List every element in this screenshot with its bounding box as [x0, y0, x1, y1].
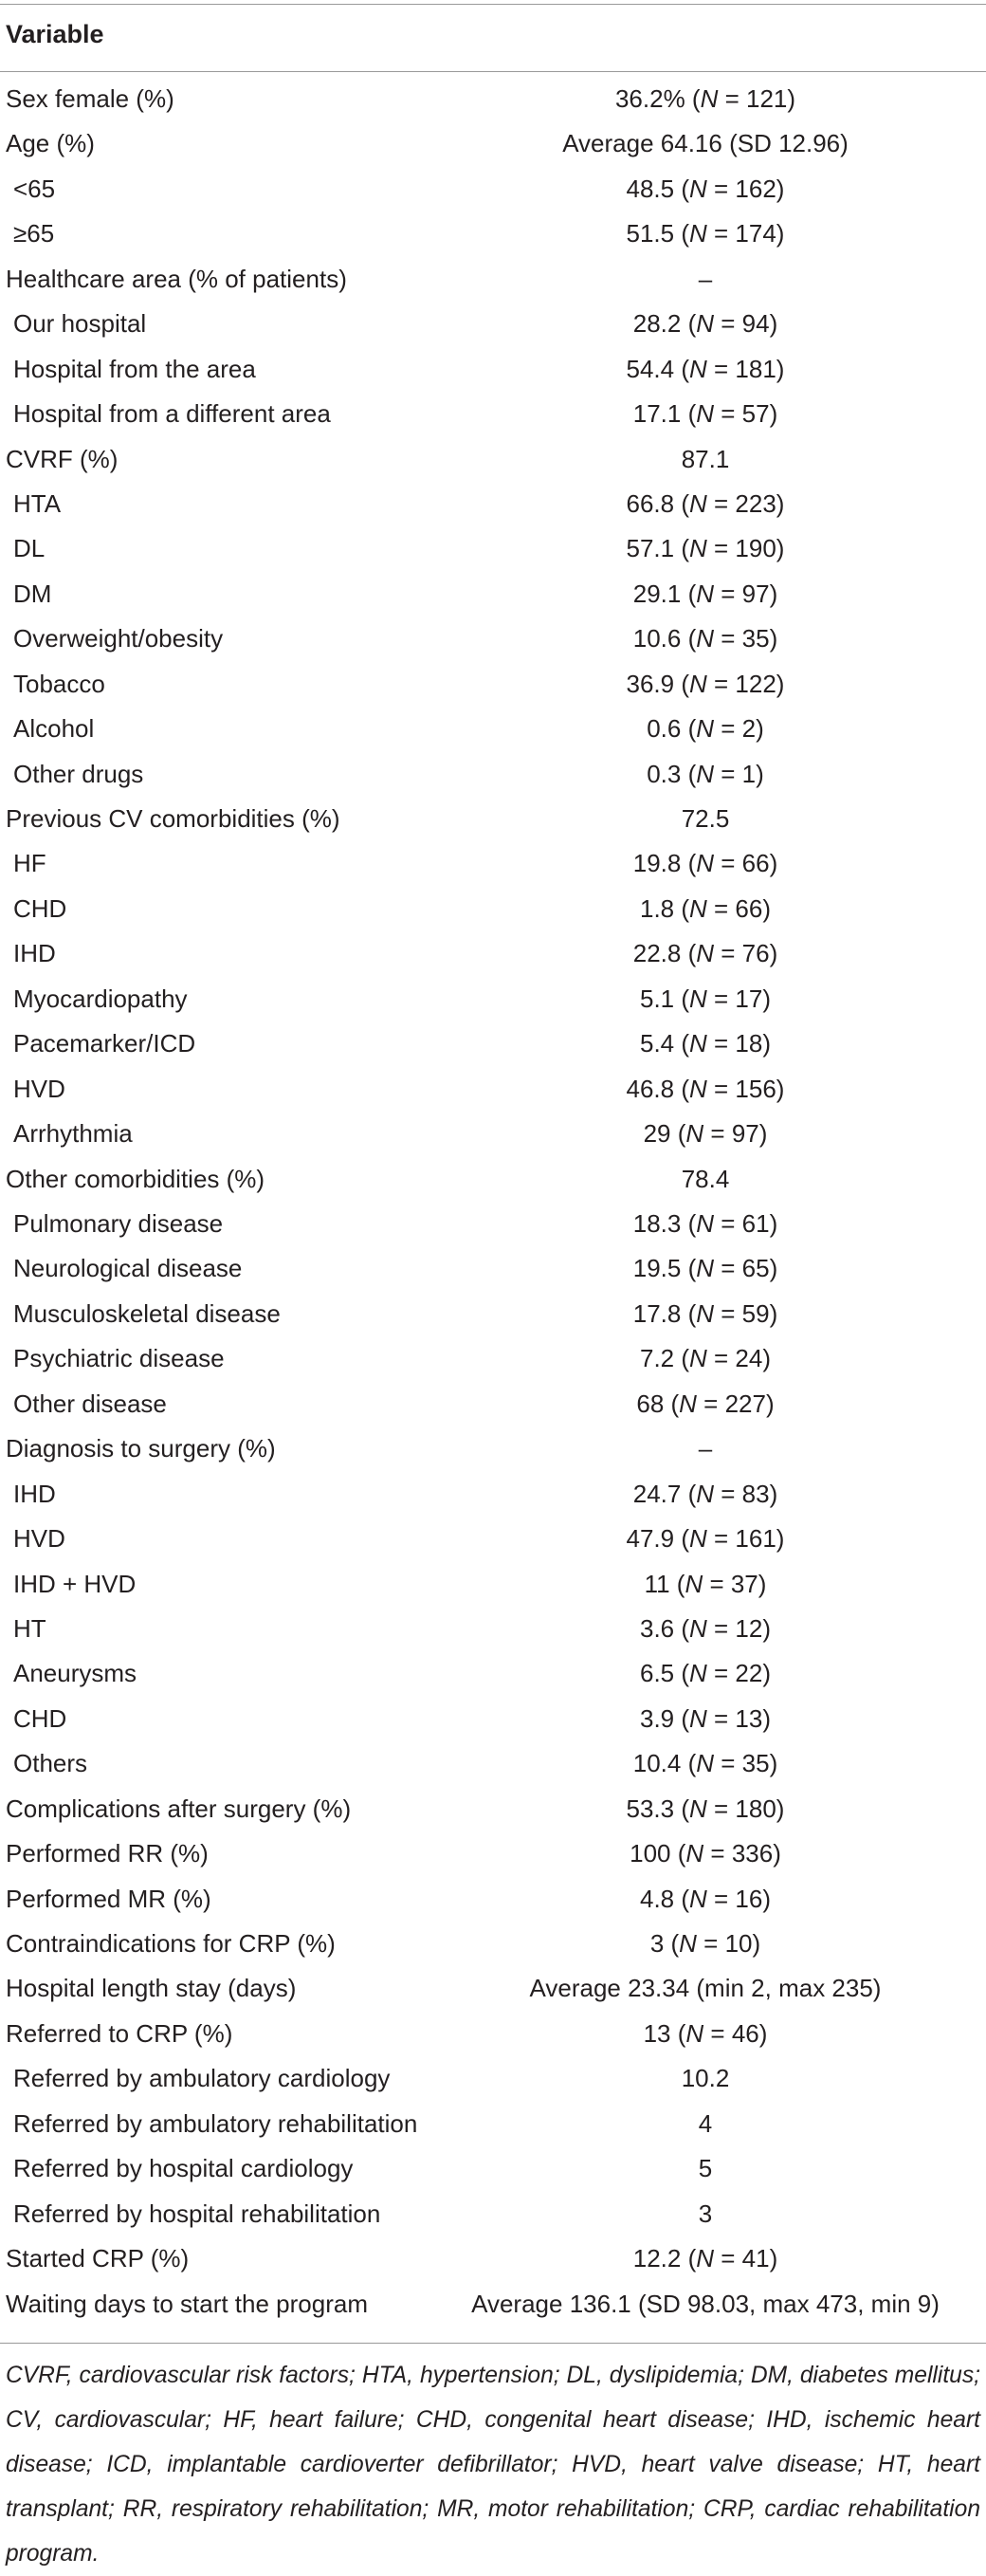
row-label: Other drugs [13, 759, 144, 788]
row-label: Contraindications for CRP (%) [6, 1929, 336, 1959]
row-value: 54.4 (N = 181) [626, 354, 785, 383]
table-row [0, 302, 986, 346]
row-label: Performed MR (%) [6, 1884, 211, 1913]
table-row [0, 482, 986, 526]
row-value: 46.8 (N = 156) [626, 1074, 785, 1103]
row-value: 47.9 (N = 161) [626, 1524, 785, 1554]
row-label: Waiting days to start the program [6, 2289, 368, 2318]
table-row [0, 1112, 986, 1156]
header-bottom-rule [0, 71, 986, 72]
row-label: HF [13, 849, 46, 878]
table-row [0, 1651, 986, 1696]
row-label: Aneurysms [13, 1659, 137, 1688]
table-row [0, 1697, 986, 1741]
table-row [0, 1562, 986, 1607]
row-label: IHD [13, 1479, 56, 1508]
table-row [0, 1607, 986, 1651]
row-value: 5.4 (N = 18) [639, 1029, 772, 1058]
row-label: Previous CV comorbidities (%) [6, 804, 340, 834]
table-row [0, 212, 986, 256]
row-value: 3 (N = 10) [649, 1929, 761, 1959]
row-label: Musculoskeletal disease [13, 1298, 281, 1328]
row-label: Referred by ambulatory cardiology [13, 2064, 391, 2093]
row-value: 36.2% (N = 121) [614, 84, 796, 113]
row-label: ≥65 [13, 219, 55, 248]
row-value: 100 (N = 336) [630, 1839, 781, 1868]
table-row [0, 2192, 986, 2236]
row-label: CHD [13, 1703, 67, 1733]
table-row [0, 1741, 986, 1786]
column-header-variable: Variable [6, 20, 104, 48]
row-label: HTA [13, 488, 62, 518]
table-row [0, 1067, 986, 1112]
row-label: Myocardiopathy [13, 984, 188, 1013]
table-row [0, 1021, 986, 1066]
row-label: Arrhythmia [13, 1119, 133, 1149]
row-value: 53.3 (N = 180) [626, 1794, 785, 1823]
table-row [0, 1922, 986, 1966]
table-top-rule [0, 4, 986, 5]
table-row [0, 1202, 986, 1246]
row-value: 19.8 (N = 66) [632, 849, 778, 878]
row-value: 78.4 [681, 1164, 730, 1193]
row-value: 36.9 (N = 122) [626, 669, 785, 698]
table-row [0, 2012, 986, 2056]
row-label: DL [13, 534, 46, 563]
table-row [0, 752, 986, 797]
row-value: 0.3 (N = 1) [647, 759, 764, 788]
table-row [0, 707, 986, 751]
table-bottom-rule [0, 2343, 986, 2344]
table-row [0, 1426, 986, 1471]
table-row [0, 2056, 986, 2101]
table-footnote: CVRF, cardiovascular risk factors; HTA, hypertension; DL, dyslipidemia; DM, diabetes mellitus; CV, cardiovascular; HF, heart failure; CHD, congenital heart disease; IHD, ischemic heart disease; ICD, implantable cardioverter defibrillator; HVD, heart valve disease; HT, heart transplant; RR, respiratory rehabilitation; MR, motor rehabilitation; CRP, cardiac rehabilitation program. [6, 2363, 980, 2567]
row-value: 17.8 (N = 59) [632, 1298, 778, 1328]
row-value: – [698, 1434, 713, 1463]
row-value: 13 (N = 46) [643, 2018, 768, 2048]
row-value: 7.2 (N = 24) [639, 1344, 772, 1373]
row-value: 72.5 [681, 804, 730, 834]
row-label: IHD [13, 939, 56, 968]
row-label: Pacemarker/ICD [13, 1029, 196, 1058]
table-row [0, 1382, 986, 1426]
row-label: Started CRP (%) [6, 2244, 190, 2273]
row-value: 10.6 (N = 35) [632, 624, 778, 653]
table-row [0, 977, 986, 1021]
row-value: 48.5 (N = 162) [626, 174, 785, 203]
table-row [0, 1246, 986, 1291]
row-value: – [698, 264, 713, 293]
table-row [0, 121, 986, 166]
table-row [0, 931, 986, 976]
row-value: 17.1 (N = 57) [632, 399, 778, 429]
row-value: 0.6 (N = 2) [647, 714, 764, 744]
row-label: <65 [13, 174, 56, 203]
row-label: HVD [13, 1524, 65, 1554]
table-row [0, 662, 986, 707]
table-row [0, 1157, 986, 1202]
table-row [0, 2146, 986, 2191]
row-label: CHD [13, 893, 67, 923]
row-value: 29 (N = 97) [643, 1119, 768, 1149]
table-row [0, 2236, 986, 2281]
row-label: Age (%) [6, 129, 95, 158]
row-value: 11 (N = 37) [644, 1569, 767, 1598]
row-label: Referred by ambulatory rehabilitation [13, 2108, 418, 2138]
table-row [0, 2282, 986, 2327]
row-value: 1.8 (N = 66) [639, 893, 772, 923]
row-value: Average 136.1 (SD 98.03, max 473, min 9) [471, 2289, 940, 2318]
row-label: HT [13, 1613, 46, 1643]
row-value: 24.7 (N = 83) [632, 1479, 778, 1508]
row-value: 66.8 (N = 223) [626, 488, 785, 518]
row-label: Tobacco [13, 669, 105, 698]
row-label: Other disease [13, 1389, 167, 1418]
table-row [0, 1831, 986, 1876]
row-label: Overweight/obesity [13, 624, 224, 653]
table-row [0, 1787, 986, 1831]
row-value: 6.5 (N = 22) [639, 1659, 772, 1688]
row-value: 10.4 (N = 35) [632, 1749, 778, 1778]
row-label: Diagnosis to surgery (%) [6, 1434, 276, 1463]
table-row [0, 1472, 986, 1517]
table-row [0, 257, 986, 302]
row-value: 5 [698, 2154, 713, 2183]
row-label: Hospital from the area [13, 354, 256, 383]
row-label: Pulmonary disease [13, 1209, 224, 1238]
table-row [0, 1292, 986, 1336]
table-row [0, 1336, 986, 1381]
table-row [0, 167, 986, 212]
row-value: 87.1 [681, 444, 730, 473]
row-value: 19.5 (N = 65) [632, 1254, 778, 1283]
row-label: Performed RR (%) [6, 1839, 209, 1868]
row-label: Referred by hospital rehabilitation [13, 2199, 381, 2228]
row-value: 29.1 (N = 97) [632, 579, 778, 608]
table-row [0, 1877, 986, 1922]
row-value: 3.9 (N = 13) [639, 1703, 772, 1733]
table-row [0, 1517, 986, 1561]
row-label: DM [13, 579, 52, 608]
table-row [0, 887, 986, 931]
table-row [0, 616, 986, 661]
row-label: Others [13, 1749, 88, 1778]
table-row [0, 2102, 986, 2146]
row-label: Alcohol [13, 714, 95, 744]
row-label: IHD + HVD [13, 1569, 137, 1598]
row-value: Average 64.16 (SD 12.96) [562, 129, 849, 158]
row-value: 51.5 (N = 174) [626, 219, 785, 248]
row-label: Referred by hospital cardiology [13, 2154, 354, 2183]
row-value: 3 [698, 2199, 713, 2228]
row-label: Neurological disease [13, 1254, 243, 1283]
row-value: 18.3 (N = 61) [632, 1209, 778, 1238]
row-label: Hospital length stay (days) [6, 1974, 297, 2003]
row-value: 3.6 (N = 12) [639, 1613, 772, 1643]
row-label: Psychiatric disease [13, 1344, 225, 1373]
row-value: 68 (N = 227) [636, 1389, 775, 1418]
table-row [0, 392, 986, 436]
row-value: 4 [698, 2108, 713, 2138]
row-value: 22.8 (N = 76) [632, 939, 778, 968]
row-value: 10.2 [681, 2064, 730, 2093]
table-row [0, 77, 986, 121]
row-label: Sex female (%) [6, 84, 174, 113]
row-value: 4.8 (N = 16) [639, 1884, 772, 1913]
table-row [0, 841, 986, 886]
row-label: CVRF (%) [6, 444, 119, 473]
row-label: Referred to CRP (%) [6, 2018, 233, 2048]
table-row [0, 1966, 986, 2011]
table-row [0, 797, 986, 841]
row-value: 12.2 (N = 41) [632, 2244, 778, 2273]
table-row [0, 437, 986, 482]
row-label: Complications after surgery (%) [6, 1794, 352, 1823]
row-label: HVD [13, 1074, 65, 1103]
row-label: Other comorbidities (%) [6, 1164, 265, 1193]
table-row [0, 526, 986, 571]
table-row [0, 347, 986, 392]
row-value: Average 23.34 (min 2, max 235) [529, 1974, 882, 2003]
row-label: Healthcare area (% of patients) [6, 264, 347, 293]
row-value: 5.1 (N = 17) [639, 984, 772, 1013]
row-value: 57.1 (N = 190) [626, 534, 785, 563]
row-label: Hospital from a different area [13, 399, 331, 429]
row-value: 28.2 (N = 94) [632, 309, 778, 339]
row-label: Our hospital [13, 309, 147, 339]
table-row [0, 572, 986, 616]
